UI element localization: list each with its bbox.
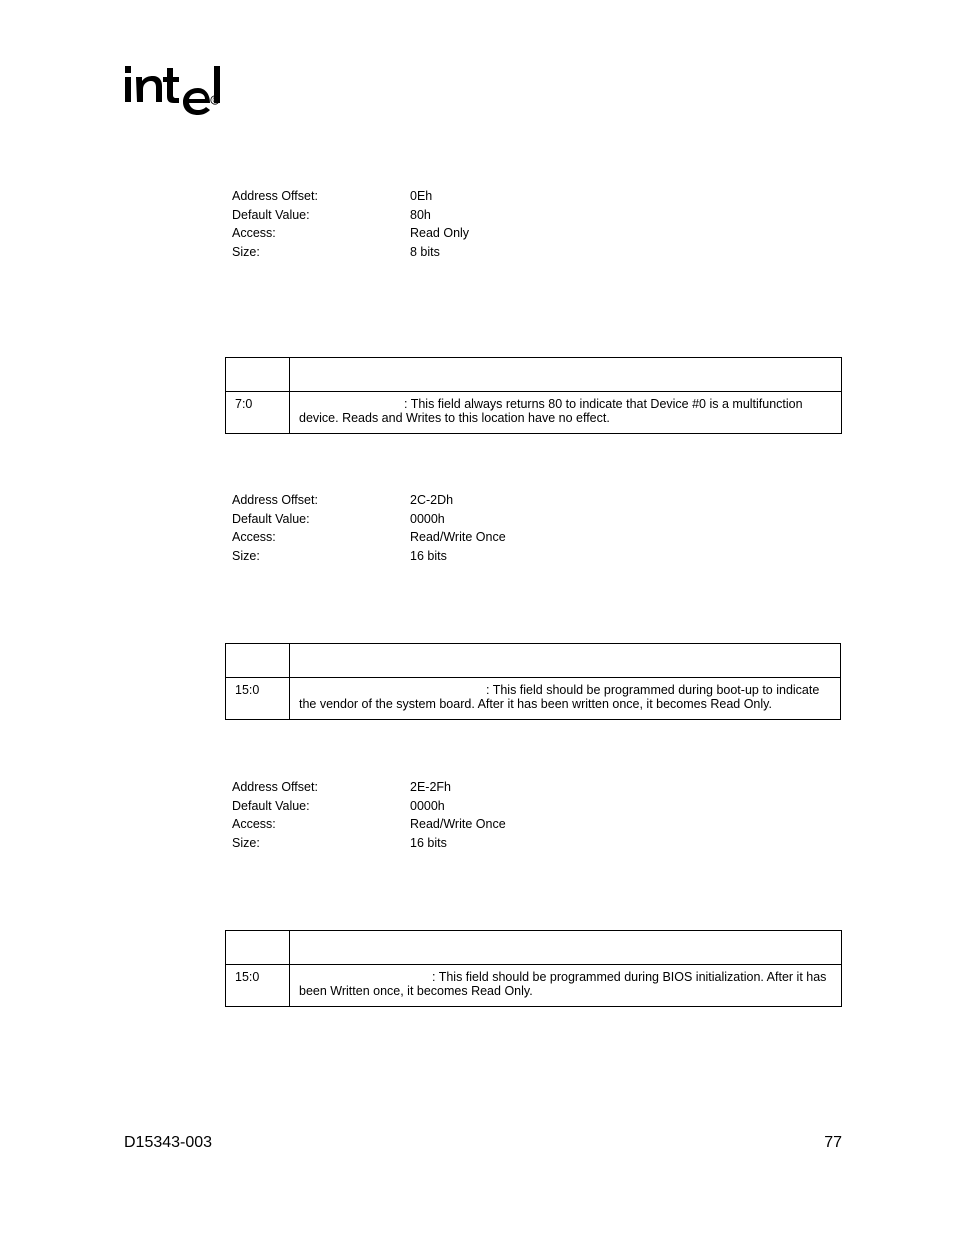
info-value: Read/Write Once — [410, 530, 506, 545]
intel-logo-icon — [123, 52, 233, 122]
info-label: Access: — [232, 530, 276, 545]
table-row — [226, 392, 842, 434]
info-value: 8 bits — [410, 245, 440, 260]
bit-table-1 — [225, 643, 841, 720]
info-value: 16 bits — [410, 836, 447, 851]
bit-range: 15:0 — [226, 678, 290, 720]
register-info-2 — [232, 778, 652, 853]
bit-description-text: : This field always returns 80 to indicate that Device #0 is a multifunction device. Reads and Writes to this location have no effect. — [299, 397, 803, 425]
info-label: Default Value: — [232, 798, 310, 813]
registered-mark: ® — [212, 95, 220, 105]
header-bit-cell — [226, 931, 290, 965]
info-value: 0000h — [410, 511, 445, 526]
info-label: Default Value: — [232, 511, 310, 526]
header-desc-cell — [290, 358, 842, 392]
bit-table-header — [226, 644, 841, 678]
info-label: Access: — [232, 817, 276, 832]
page-number: 77 — [824, 1134, 842, 1151]
table-row — [226, 678, 841, 720]
register-info-1 — [232, 491, 652, 566]
bit-table-0 — [225, 357, 842, 434]
info-value: Read/Write Once — [410, 817, 506, 832]
info-value: 80h — [410, 207, 431, 222]
bit-description — [290, 678, 841, 720]
info-label: Access: — [232, 226, 276, 241]
info-value: 16 bits — [410, 549, 447, 564]
bit-range: 7:0 — [226, 392, 290, 434]
info-value: 0000h — [410, 798, 445, 813]
info-label: Address Offset: — [232, 493, 318, 507]
header-bit-cell — [226, 644, 290, 678]
bit-description — [290, 392, 842, 434]
bit-description-text: : This field should be programmed during boot-up to indicate the vendor of the system board. After it has been written once, it becomes Read Only. — [299, 683, 820, 711]
info-value: 0Eh — [410, 189, 433, 203]
bit-table-2 — [225, 930, 842, 1007]
header-bit-cell — [226, 358, 290, 392]
table-row — [226, 965, 842, 1007]
info-label: Size: — [232, 836, 260, 851]
bit-description — [290, 965, 842, 1007]
document-id: D15343-003 — [124, 1134, 213, 1151]
info-value: 2E-2Fh — [410, 780, 451, 794]
info-label: Size: — [232, 245, 260, 260]
bit-table-header — [226, 358, 842, 392]
bit-description-text: : This field should be programmed during BIOS initialization. After it has been Written once, it becomes Read Only. — [299, 970, 827, 998]
info-value: Read Only — [410, 226, 470, 241]
bit-range: 15:0 — [226, 965, 290, 1007]
info-label: Default Value: — [232, 207, 310, 222]
register-info-0 — [232, 187, 652, 262]
info-label: Size: — [232, 549, 260, 564]
info-value: 2C-2Dh — [410, 493, 454, 507]
header-desc-cell — [290, 644, 841, 678]
bit-table-header — [226, 931, 842, 965]
info-label: Address Offset: — [232, 780, 318, 794]
intel-logo — [123, 52, 233, 122]
header-desc-cell — [290, 931, 842, 965]
info-label: Address Offset: — [232, 189, 318, 203]
